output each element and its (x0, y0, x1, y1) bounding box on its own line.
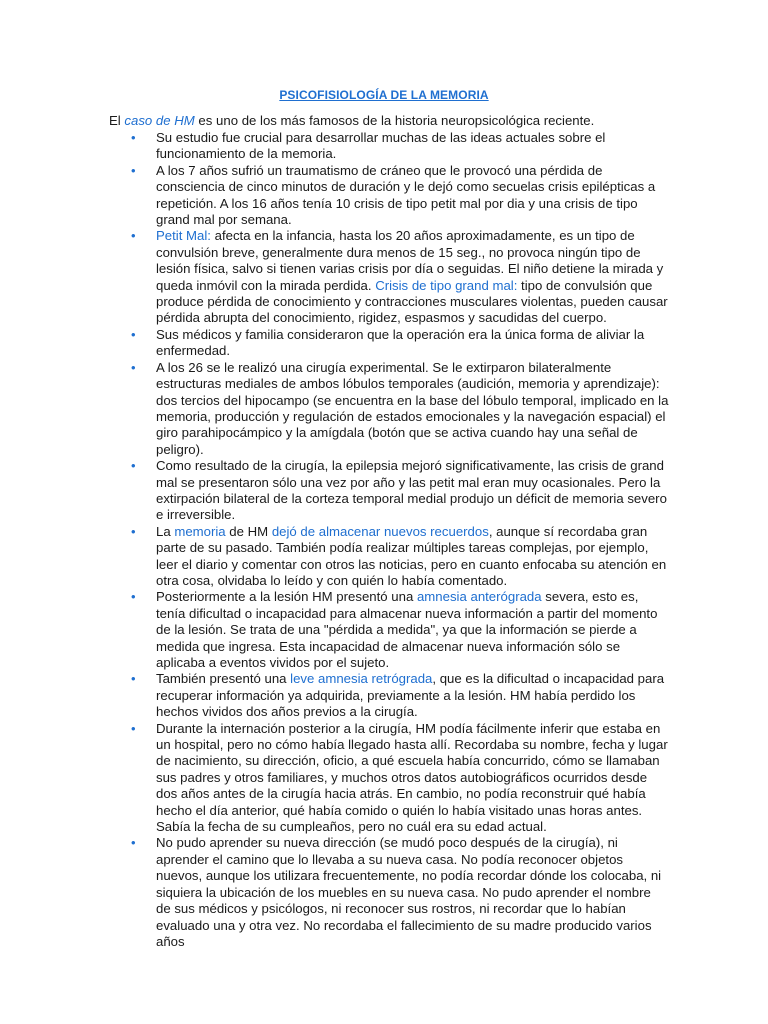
bullet-list (109, 130, 669, 950)
caso-hm-highlight: caso de HM (124, 113, 195, 128)
bullet-text: Como resultado de la cirugía, la epilepsia mejoró significativamente, las crisis de grand mal se presentaron sólo una vez por año y las petit mal eran muy ocasionales. Pero la extirpación bilateral de la corteza temporal medial produjo un déficit de memoria severo e irreversible. (156, 458, 667, 523)
bullet-text: de HM (225, 523, 272, 539)
bullet-item-8 (109, 589, 669, 671)
memoria-highlight: memoria (174, 523, 226, 539)
bullet-text: tipo de convulsión que produce pérdida de conocimiento y contracciones musculares violentas, pueden causar pérdida abrupta del conocimiento, rigidez, espasmos y sacudidas del cuerpo. (156, 277, 668, 326)
bullet-text: También presentó una (156, 671, 291, 687)
bullet-item-5 (109, 360, 669, 458)
bullet-item-10 (109, 721, 669, 836)
bullet-text: severa, esto es, tenía dificultad o incapacidad para almacenar nueva información a partir del momento de la lesión. Se trata de una "pérdida a medida", ya que la información se pierde a medida que ingresa. Esta incapacidad de almacenar nueva información sólo se aplicaba a eventos vividos por el sujeto. (156, 589, 658, 670)
bullet-item-3 (109, 228, 669, 326)
intro-text-pre: El (109, 113, 125, 128)
bullet-item-7 (109, 524, 669, 590)
bullet-text: La (156, 523, 175, 539)
bullet-text: Su estudio fue crucial para desarrollar muchas de las ideas actuales sobre el funcionamiento de la memoria. (156, 130, 606, 162)
document-title: PSICOFISIOLOGÍA DE LA MEMORIA (279, 88, 489, 102)
bullet-text: afecta en la infancia, hasta los 20 años aproximadamente, es un tipo de convulsión breve, generalmente dura menos de 15 seg., no provoca ningún tipo de lesión física, salvo si tienen varias crisis por día o seguidas. El niño detiene la mirada y queda inmóvil con la mirada perdida. (156, 228, 664, 293)
bullet-item-4 (109, 327, 669, 360)
intro-text-post: es uno de los más famosos de la historia neuropsicológica reciente. (194, 113, 595, 128)
bullet-text: , aunque sí recordaba gran parte de su pasado. También podía realizar múltiples tareas complejas, por ejemplo, leer el diario y comentar con otros las noticias, pero en cuanto enfocaba su atención en otra cosa, olvidaba lo leído y con quién lo había comentado. (156, 523, 667, 588)
bullet-item-6 (109, 458, 669, 524)
amnesia-anterograda-highlight: amnesia anterógrada (416, 589, 542, 605)
bullet-item-1 (109, 130, 669, 163)
bullet-item-2 (109, 163, 669, 229)
bullet-text: Sus médicos y familia consideraron que la operación era la única forma de aliviar la enfermedad. (156, 326, 645, 359)
bullet-text: A los 7 años sufrió un traumatismo de cráneo que le provocó una pérdida de consciencia de cinco minutos de duración y le dejó como secuelas crisis epilépticas a repetición. A los 16 años tenía 10 crisis de tipo petit mal por dia y una crisis de tipo grand mal por semana. (156, 162, 656, 228)
nuevos-recuerdos-highlight: dejó de almacenar nuevos recuerdos (271, 523, 489, 539)
amnesia-retrograda-highlight: leve amnesia retrógrada (290, 671, 433, 687)
bullet-text: A los 26 se le realizó una cirugía experimental. Se le extirparon bilateralmente estructuras mediales de ambos lóbulos temporales (audición, memoria y aprendizaje): dos tercios del hipocampo (se encuentra en la base del lóbulo temporal, implicado en la memoria, producción y regulación de estados emocionales y la navegación espacial) el giro parahipocámpico y la amígdala (botón que se activa cuando hay una señal de peligro). (156, 359, 669, 457)
bullet-item-11 (109, 835, 669, 950)
petit-mal-highlight: Petit Mal: (156, 228, 211, 244)
bullet-text: Posteriormente a la lesión HM presentó una (156, 589, 417, 605)
bullet-text: No pudo aprender su nueva dirección (se mudó poco después de la cirugía), ni aprender el camino que lo llevaba a su nueva casa. No podía reconocer objetos nuevos, aunque los utilizara frecuentemente, no podía recordar dónde los colocaba, ni siquiera la ubicación de los muebles en su nueva casa. No pudo aprender el nombre de sus médicos y psicólogos, ni reconocer sus rostros, ni recordar que lo habían evaluado una y otra vez. No recordaba el fallecimiento de su madre producido varios años (156, 835, 662, 949)
grand-mal-highlight: Crisis de tipo grand mal: (375, 277, 518, 293)
bullet-text: , que es la dificultad o incapacidad para recuperar información ya adquirida, previamente a la lesión. HM había perdido los hechos vividos dos años previos a la cirugía. (156, 671, 665, 720)
bullet-text: Durante la internación posterior a la cirugía, HM podía fácilmente inferir que estaba en un hospital, pero no cómo había llegado hasta allí. Recordaba su nombre, fecha y lugar de nacimiento, su dirección, oficio, a qué escuela había concurrido, cómo se llamaban sus padres y otros familiares, y muchos otros datos autobiográficos ocurridos desde dos años antes de la cirugía hacia atrás. En cambio, no podía reconstruir qué había hecho el día anterior, qué había comido o quién lo había visitado unas horas antes. Sabía la fecha de su cumpleaños, pero no cuál era su edad actual. (156, 720, 668, 835)
bullet-item-9 (109, 671, 669, 720)
intro-paragraph (109, 113, 669, 129)
